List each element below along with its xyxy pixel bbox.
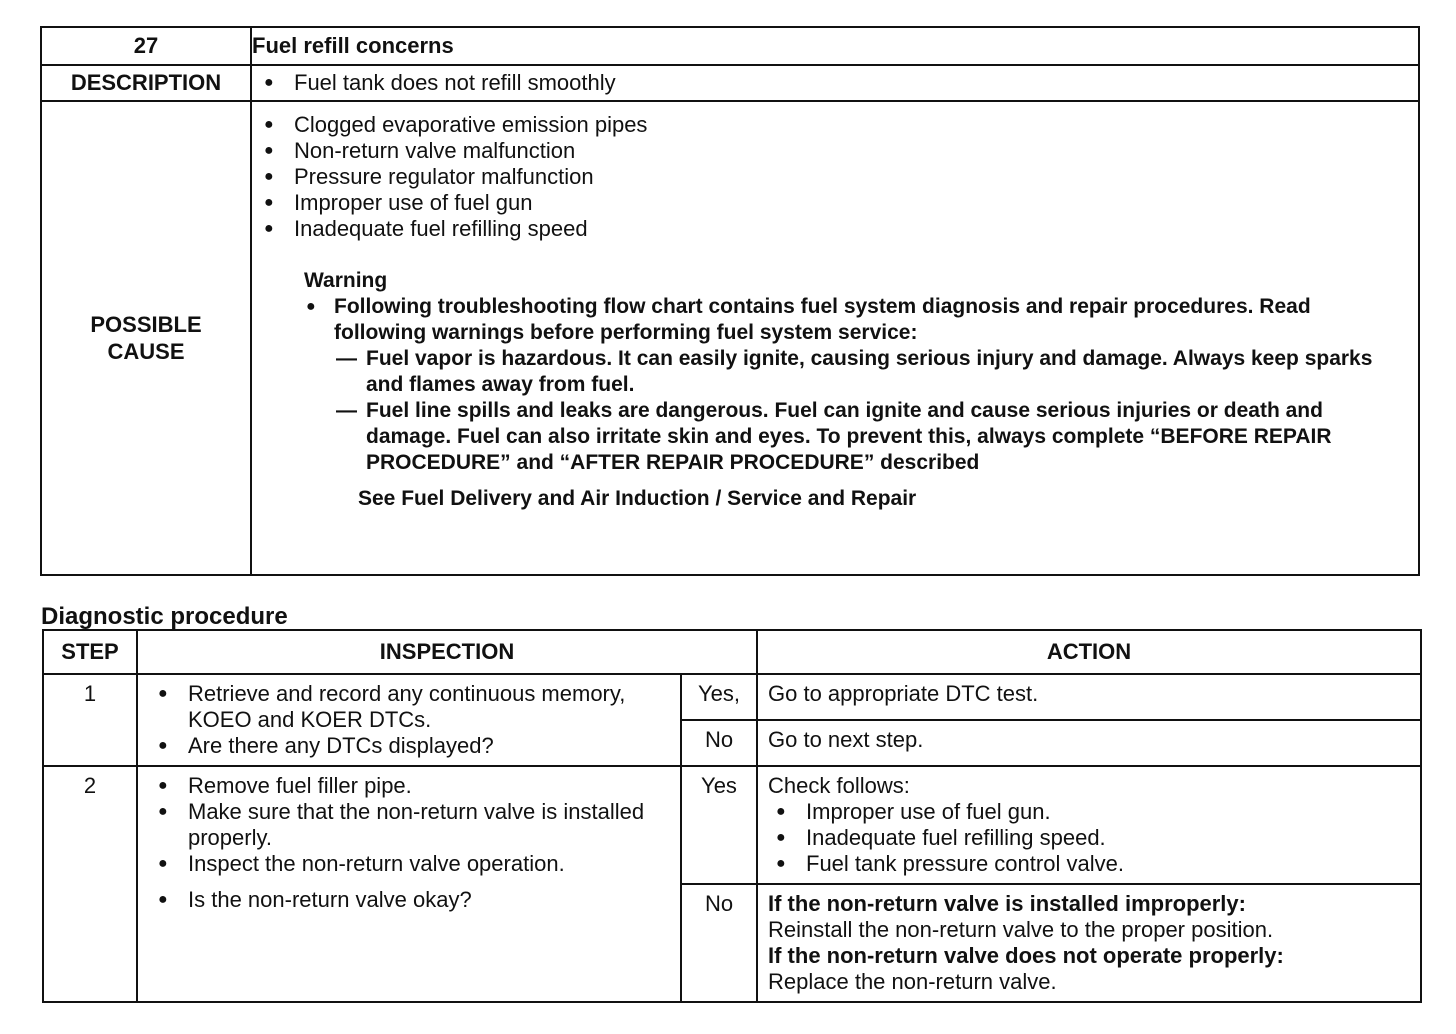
warning-bullet: ● Following troubleshooting flow chart contains fuel system diagnosis and repair procedures. Read following warnings before performing fuel system service: [304, 294, 1398, 346]
table-row [43, 674, 1421, 720]
description-item: ● Fuel tank does not refill smoothly [256, 70, 1418, 96]
diagnostic-procedure-heading: Diagnostic procedure [41, 603, 288, 630]
step-number: 2 [43, 766, 137, 1002]
possible-cause-label [41, 101, 251, 575]
yes-label: Yes, [681, 674, 757, 720]
step-1-yes-action: Go to appropriate DTC test. [757, 674, 1421, 720]
check-item: ● Inadequate fuel refilling speed. [768, 825, 1420, 851]
warning-dash-2: — Fuel line spills and leaks are dangerous. Fuel can ignite and cause serious injuries or death and damage. Fuel can also irritate skin and eyes. To prevent this, always complete “BEFORE REPAIR PROCEDURE” and “AFTER REPAIR PROCEDURE” described [336, 398, 1398, 476]
description-label: DESCRIPTION [41, 65, 251, 101]
cause-item: ● Inadequate fuel refilling speed [256, 216, 1398, 242]
cause-list [256, 112, 1398, 242]
warning-heading: Warning [304, 269, 388, 292]
inspection-item: ● Retrieve and record any continuous memory, KOEO and KOER DTCs. [150, 681, 680, 733]
check-item: ● Fuel tank pressure control valve. [768, 851, 1420, 877]
see-reference: See Fuel Delivery and Air Induction / Service and Repair [358, 487, 917, 510]
action-column-header: ACTION [757, 630, 1421, 674]
cause-item: ● Improper use of fuel gun [256, 190, 1398, 216]
diagnostic-table [42, 629, 1422, 1003]
warning-block [304, 268, 1398, 512]
step-2-inspection [137, 766, 681, 1002]
no-action-1: Reinstall the non-return valve to the proper position. [768, 917, 1274, 942]
cause-item: ● Pressure regulator malfunction [256, 164, 1398, 190]
cause-item: ● Clogged evaporative emission pipes [256, 112, 1398, 138]
inspection-item: ● Make sure that the non-return valve is installed properly. [150, 799, 680, 851]
inspection-item: ● Inspect the non-return valve operation. [150, 851, 680, 877]
step-number: 1 [43, 674, 137, 766]
no-label: No [681, 720, 757, 766]
possible-cause-label-line1: POSSIBLE [90, 312, 202, 337]
concern-title: Fuel refill concerns [251, 27, 1419, 65]
inspection-column-header: INSPECTION [137, 630, 757, 674]
no-action-2: Replace the non-return valve. [768, 969, 1057, 994]
check-item: ● Improper use of fuel gun. [768, 799, 1420, 825]
inspection-question: ● Is the non-return valve okay? [150, 887, 680, 913]
no-condition-1: If the non-return valve is installed improperly: [768, 891, 1246, 916]
concern-number: 27 [41, 27, 251, 65]
step-2-no-action [757, 884, 1421, 1002]
step-2-yes-action [757, 766, 1421, 884]
possible-cause-label-line2: CAUSE [107, 339, 185, 364]
step-1-inspection [137, 674, 681, 766]
no-condition-2: If the non-return valve does not operate properly: [768, 943, 1284, 968]
no-label: No [681, 884, 757, 1002]
warning-dash-1: — Fuel vapor is hazardous. It can easily ignite, causing serious injury and damage. Always keep sparks and flames away from fuel. [336, 346, 1398, 398]
cause-item: ● Non-return valve malfunction [256, 138, 1398, 164]
table-row [43, 766, 1421, 884]
possible-cause-cell [251, 101, 1419, 575]
step-column-header: STEP [43, 630, 137, 674]
step-1-no-action: Go to next step. [757, 720, 1421, 766]
inspection-item: ● Are there any DTCs displayed? [150, 733, 680, 759]
fuel-refill-table [40, 26, 1420, 576]
check-follows-label: Check follows: [768, 773, 910, 798]
inspection-item: ● Remove fuel filler pipe. [150, 773, 680, 799]
yes-label: Yes [681, 766, 757, 884]
description-cell [251, 65, 1419, 101]
